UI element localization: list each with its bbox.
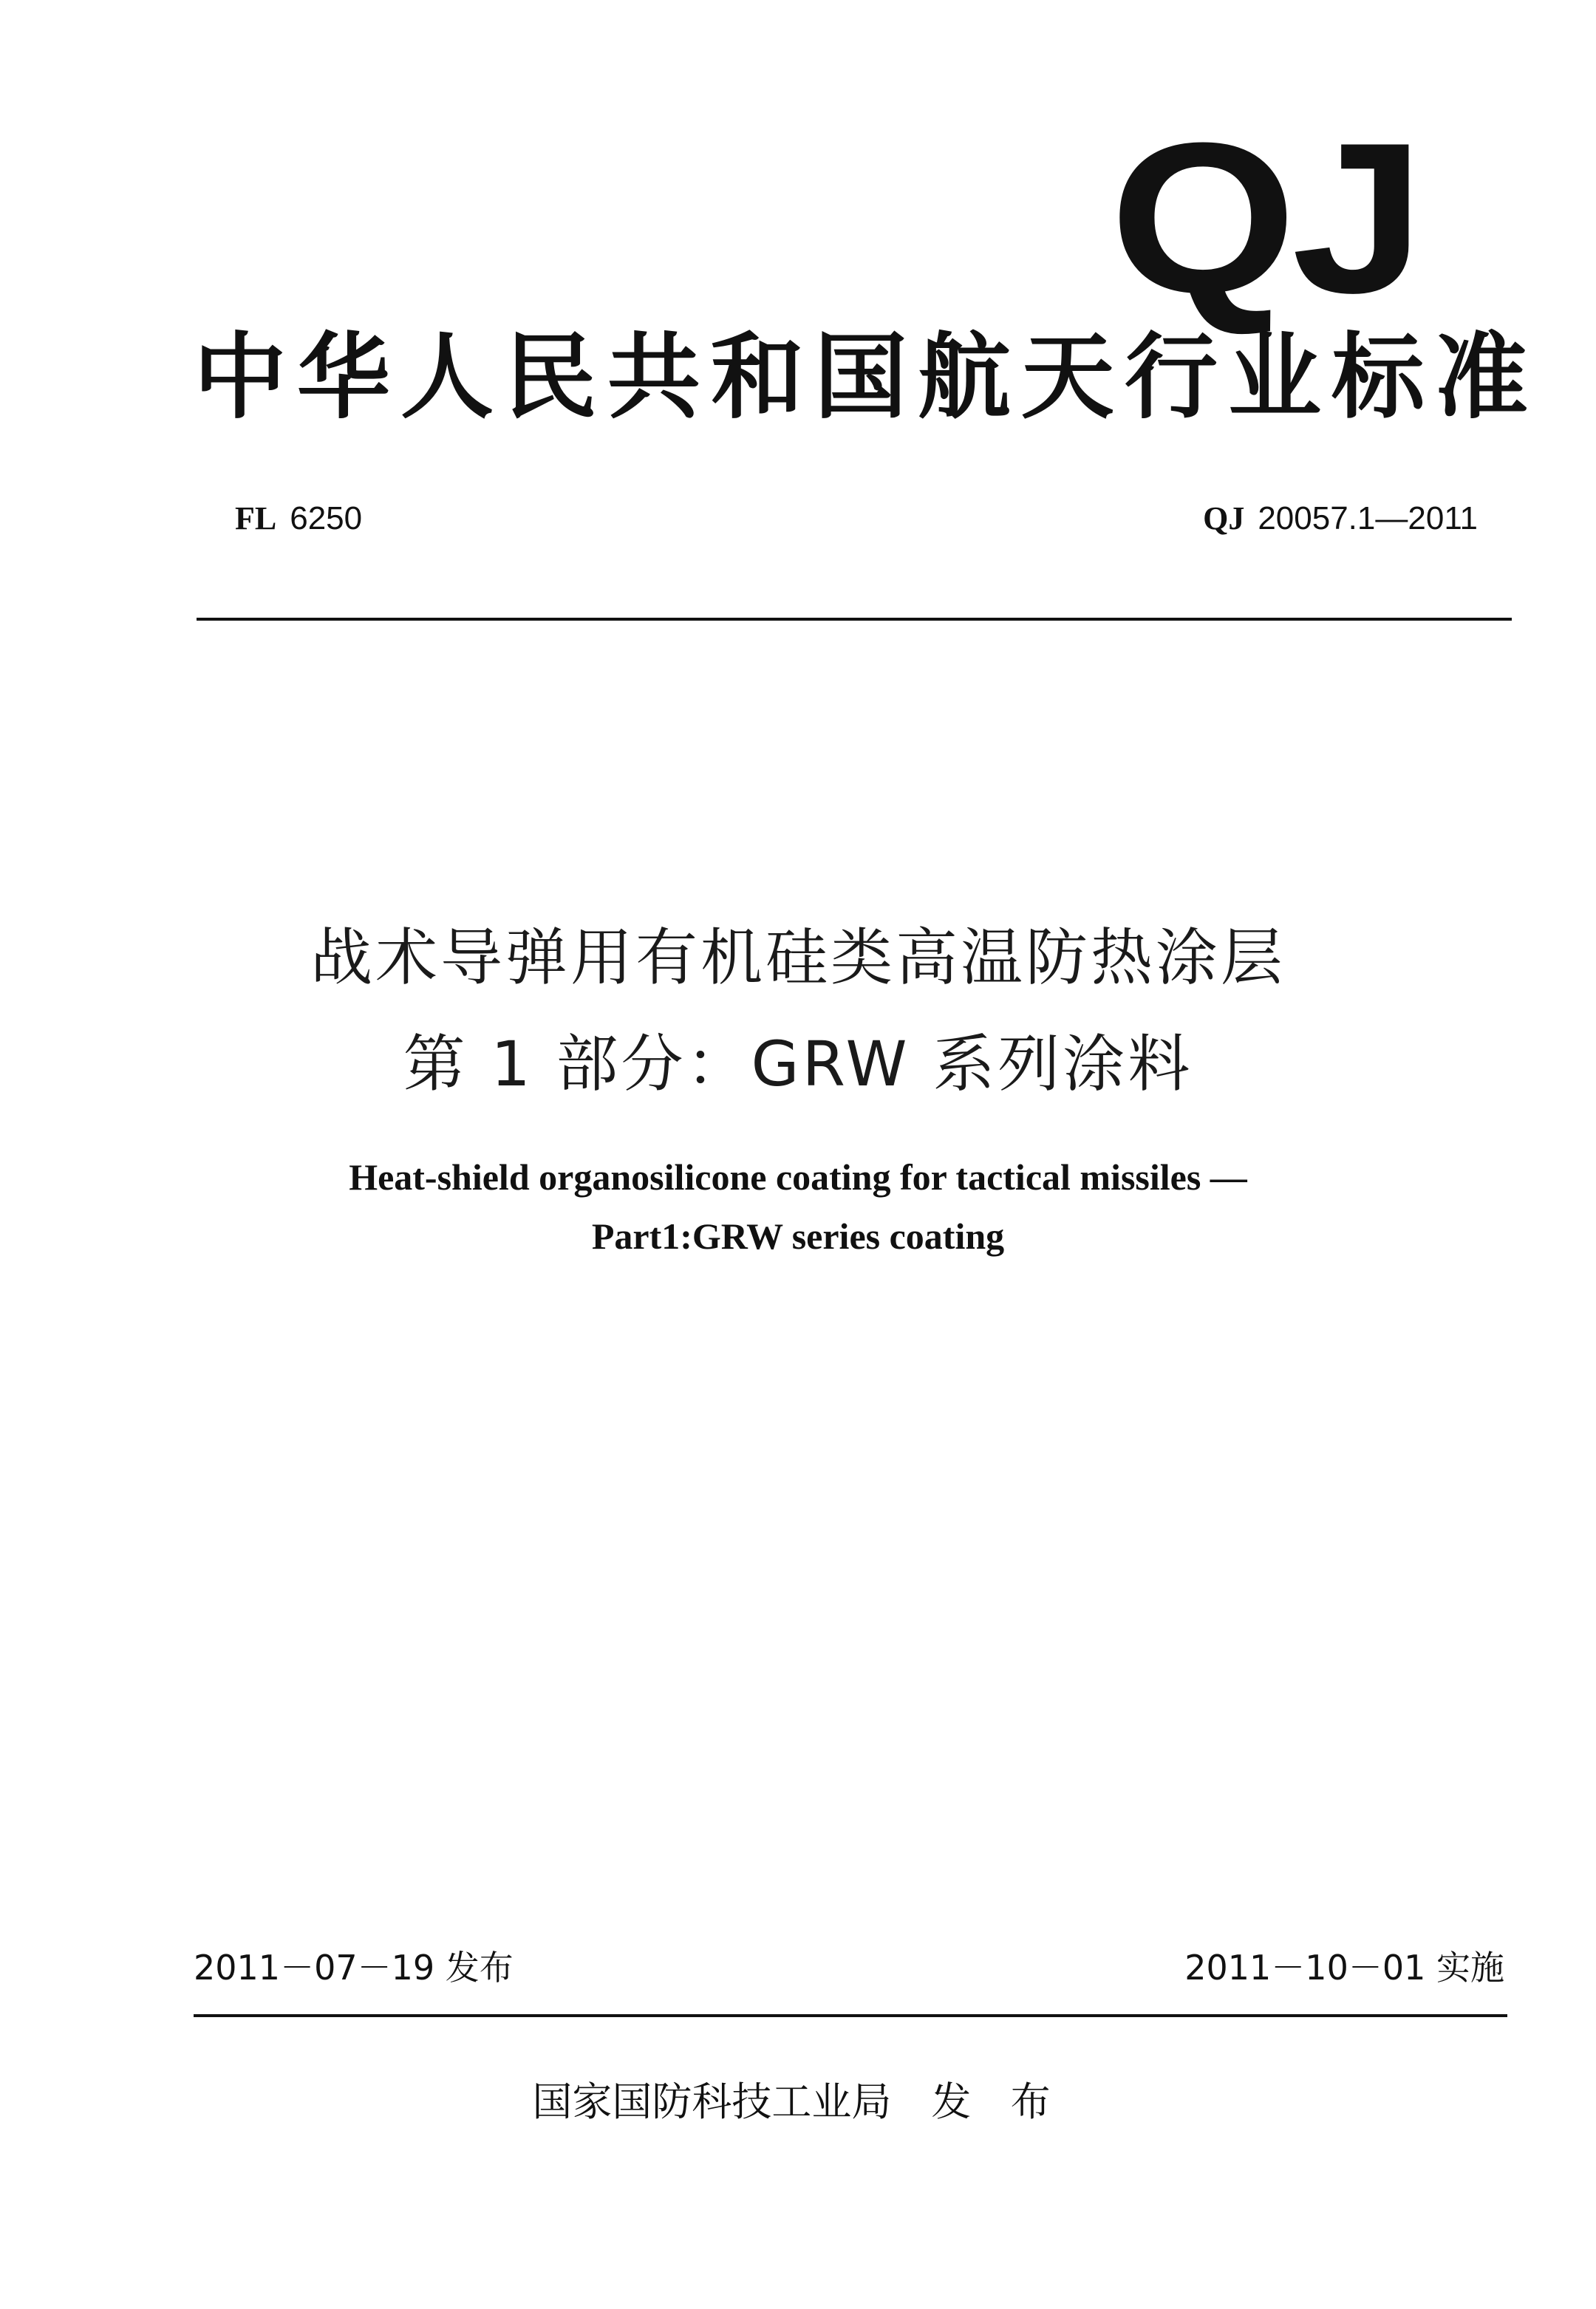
publisher-name: 国家国防科技工业局 — [532, 2078, 892, 2125]
classification-code — [235, 502, 362, 535]
issue-date: 2011－07－19 发布 — [194, 1948, 514, 1988]
english-title-line1: Heat-shield organosilicone coating for tactical missiles — — [349, 1156, 1247, 1198]
standard-number-value: 20057.1—2011 — [1258, 500, 1478, 536]
chinese-title-line1: 战术导弹用有机硅类高温防热涂层 — [310, 921, 1286, 994]
chinese-title-line2: 第 1 部分：GRW 系列涂料 — [403, 1028, 1193, 1100]
english-title-line2: Part1:GRW series coating — [591, 1215, 1005, 1257]
classification-number: 6250 — [290, 500, 363, 536]
footer-divider — [194, 2014, 1507, 2017]
standard-logo: QJ — [1110, 98, 1420, 338]
implementation-date: 2011－10－01 实施 — [1184, 1948, 1504, 1988]
publisher-action: 发 布 — [931, 2078, 1064, 2125]
publisher-line — [0, 2078, 1596, 2125]
standard-number — [1203, 502, 1478, 535]
header-divider — [197, 618, 1512, 621]
classification-prefix: FL — [235, 500, 277, 536]
standard-category-title: 中华人民共和国航天行业标准 — [194, 323, 1538, 432]
standard-prefix: QJ — [1203, 500, 1245, 536]
